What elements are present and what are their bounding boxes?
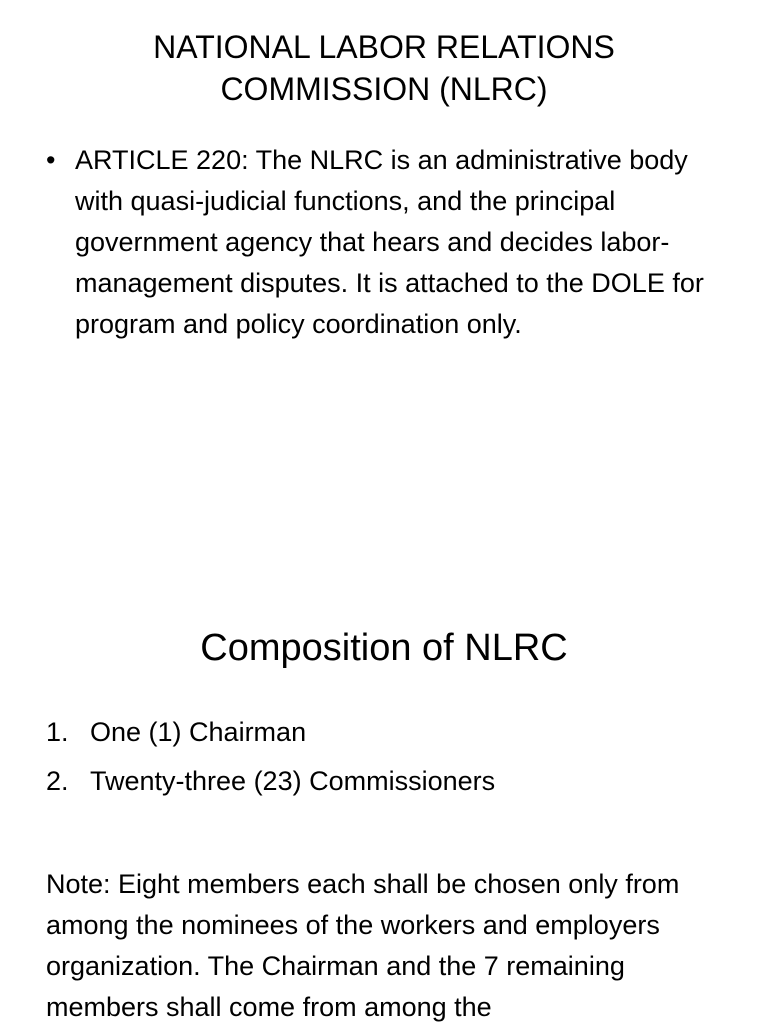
article-220-bullet: [46, 140, 726, 345]
list-item-number: 2.: [46, 766, 69, 796]
list-item-text: Twenty-three (23) Commissioners: [90, 766, 496, 796]
composition-title: Composition of NLRC: [200, 627, 568, 669]
title-line-1: NATIONAL LABOR RELATIONS: [153, 29, 615, 65]
composition-list: [46, 714, 736, 812]
article-220-text: ARTICLE 220: The NLRC is an administrative body with quasi-judicial functions, and the principal government agency that hears and decides labor-management disputes. It is attached to the DOLE for program and policy coordination only.: [75, 145, 704, 339]
slide-title-nlrc: [0, 26, 768, 110]
composition-note: Note: Eight members each shall be chosen only from among the nominees of the workers and employers organization. The Chairman and the 7 remaining members shall come from among the: [46, 869, 680, 1022]
bullet-marker: •: [46, 145, 56, 175]
list-item: [46, 714, 736, 750]
list-item: [46, 763, 736, 799]
title-line-2: COMMISSION (NLRC): [220, 71, 548, 107]
list-item-text: One (1) Chairman: [90, 717, 307, 747]
list-item-number: 1.: [46, 717, 69, 747]
